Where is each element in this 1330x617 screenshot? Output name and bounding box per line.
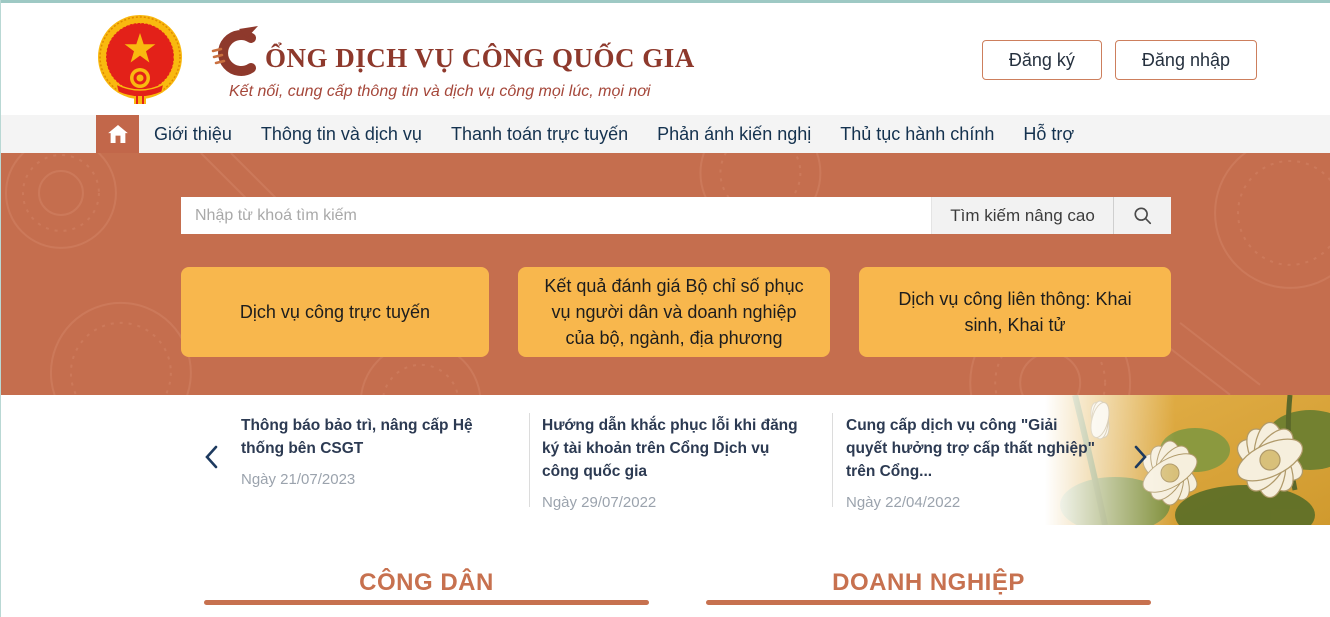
audience-sections	[1, 525, 1330, 617]
nav-home-tab[interactable]	[96, 115, 139, 153]
chevron-left-icon	[203, 444, 219, 470]
news-title: Cung cấp dịch vụ công "Giải quyết hưởng trợ cấp thất nghiệp" trên Cổng...	[846, 417, 1095, 480]
home-icon	[108, 125, 128, 143]
quick-link-lien-thong-khai-sinh-khai-tu[interactable]: Dịch vụ công liên thông: Khai sinh, Khai tử	[859, 267, 1171, 357]
advanced-search-link[interactable]: Tìm kiếm nâng cao	[931, 197, 1113, 234]
news-title: Thông báo bảo trì, nâng cấp Hệ thống bên CSGT	[241, 417, 473, 457]
vietnam-emblem-icon[interactable]	[96, 12, 184, 106]
search-button[interactable]	[1113, 197, 1171, 234]
news-date: Ngày 29/07/2022	[542, 494, 657, 511]
quick-link-dich-vu-cong-truc-tuyen[interactable]: Dịch vụ công trực tuyến	[181, 267, 489, 357]
brand-c-icon	[211, 25, 261, 77]
brand-subtitle: Kết nối, cung cấp thông tin và dịch vụ công mọi lúc, mọi nơi	[229, 83, 651, 100]
carousel-divider	[832, 413, 833, 507]
news-date: Ngày 22/04/2022	[846, 494, 961, 511]
carousel-prev-button[interactable]	[201, 443, 221, 473]
hero-banner	[1, 153, 1330, 395]
carousel-next-button[interactable]	[1131, 443, 1151, 473]
nav-item-thu-tuc-hanh-chinh[interactable]: Thủ tục hành chính	[840, 123, 995, 144]
tab-cong-dan-underline	[204, 600, 649, 605]
nav-item-phan-anh-kien-nghi[interactable]: Phản ánh kiến nghị	[657, 123, 812, 144]
tab-doanh-nghiep-underline	[706, 600, 1151, 605]
quick-link-ket-qua-danh-gia[interactable]: Kết quả đánh giá Bộ chỉ số phục vụ người dân và doanh nghiệp của bộ, ngành, địa phương	[518, 267, 830, 357]
news-title: Hướng dẫn khắc phục lỗi khi đăng ký tài khoản trên Cổng Dịch vụ công quốc gia	[542, 417, 798, 480]
nav-items	[154, 115, 1074, 153]
quick-links	[181, 267, 1171, 357]
search-input[interactable]	[181, 197, 931, 234]
register-button[interactable]: Đăng ký	[982, 40, 1102, 80]
nav-item-thanh-toan-truc-tuyen[interactable]: Thanh toán trực tuyến	[450, 123, 629, 144]
auth-buttons	[982, 40, 1257, 80]
news-item[interactable]	[542, 414, 810, 511]
login-button[interactable]: Đăng nhập	[1115, 40, 1257, 80]
search-bar	[181, 197, 1171, 234]
brand-logo[interactable]	[211, 25, 695, 101]
nav-item-gioi-thieu[interactable]: Giới thiệu	[154, 123, 232, 144]
carousel-divider	[529, 413, 530, 507]
news-carousel	[1, 395, 1330, 525]
search-icon	[1133, 206, 1153, 226]
news-item[interactable]	[241, 414, 496, 488]
header	[1, 3, 1330, 115]
nav-item-ho-tro[interactable]: Hỗ trợ	[1023, 123, 1075, 144]
news-item[interactable]	[846, 414, 1098, 511]
chevron-right-icon	[1133, 444, 1149, 470]
news-date: Ngày 21/07/2023	[241, 471, 356, 488]
main-nav	[1, 115, 1330, 153]
tab-doanh-nghiep[interactable]: DOANH NGHIỆP	[832, 569, 1025, 596]
tab-cong-dan[interactable]: CÔNG DÂN	[359, 569, 494, 596]
nav-item-thong-tin-va-dich-vu[interactable]: Thông tin và dịch vụ	[260, 123, 422, 144]
brand-title: ỔNG DỊCH VỤ CÔNG QUỐC GIA	[265, 43, 695, 73]
